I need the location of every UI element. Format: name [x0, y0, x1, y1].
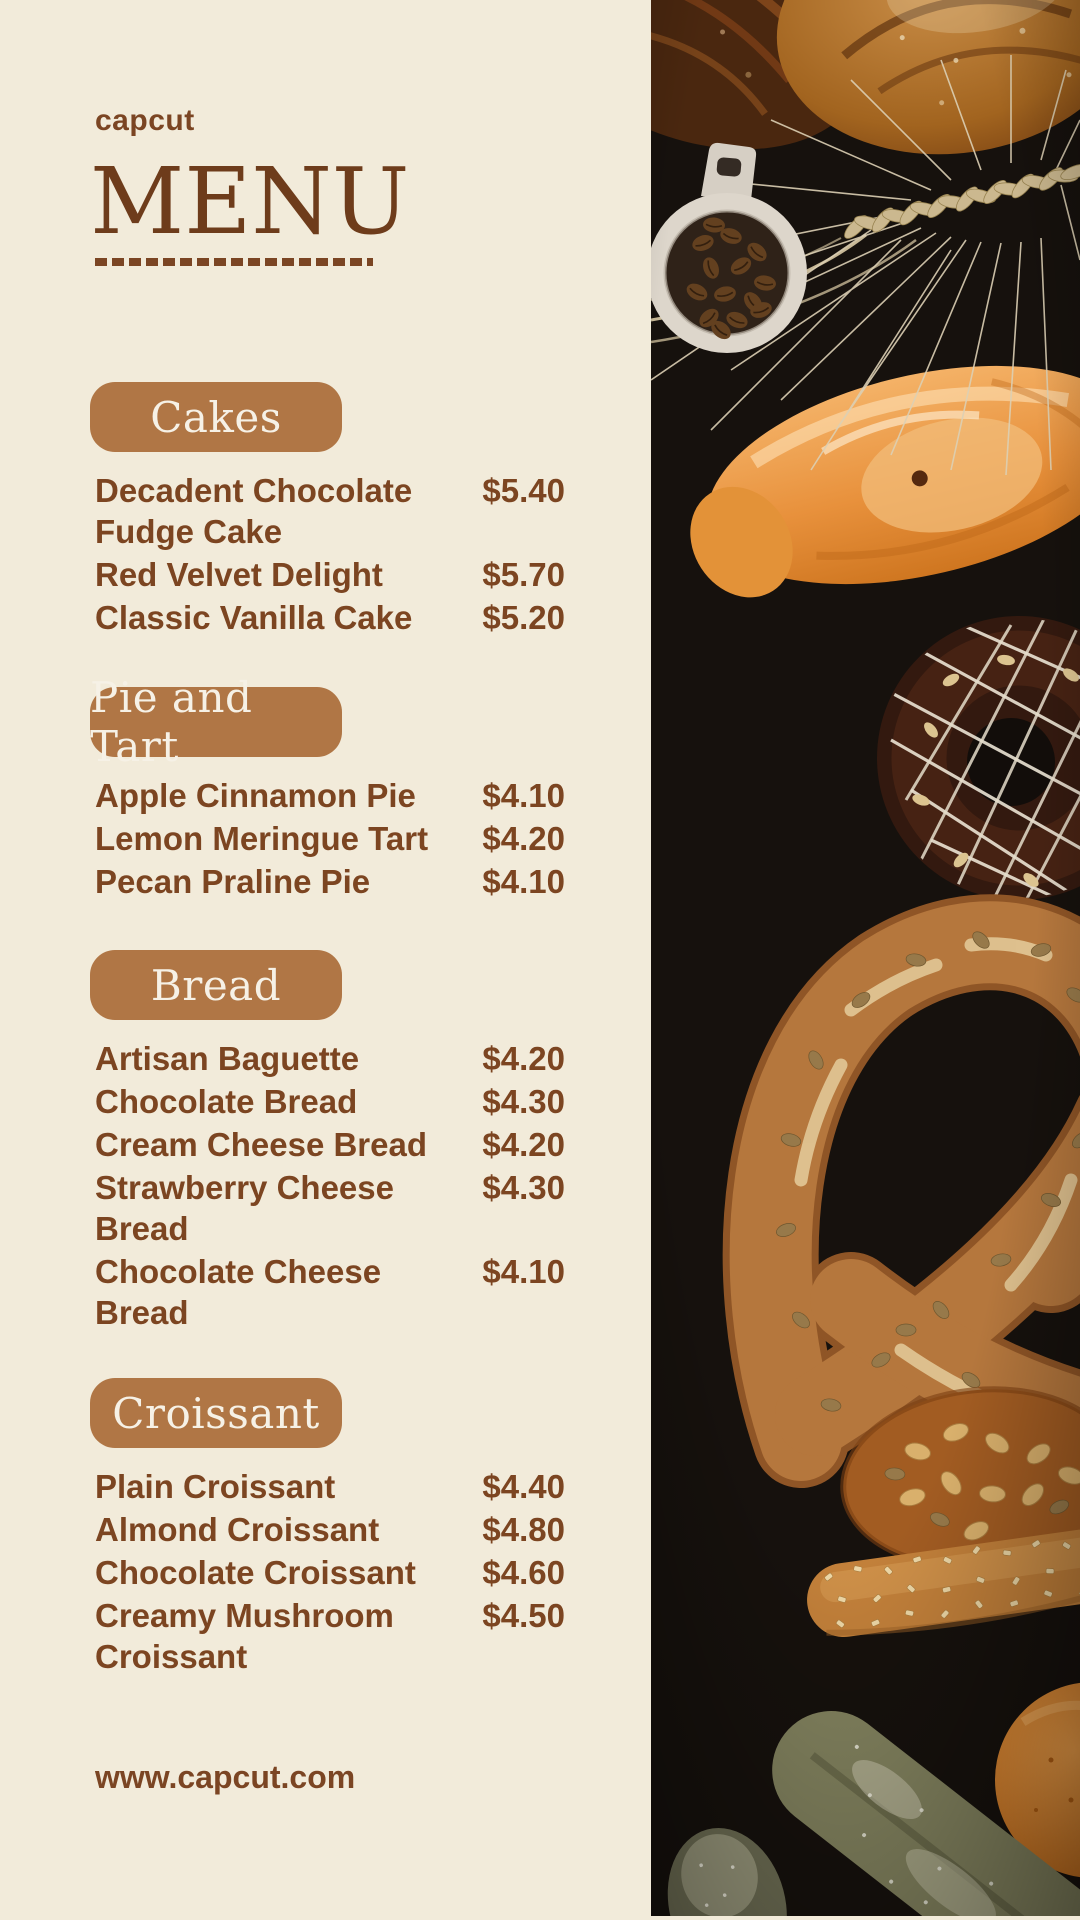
category-pill-cakes	[90, 382, 342, 452]
item-name: Red Velvet Delight	[95, 556, 383, 593]
menu-item-row	[95, 554, 565, 595]
photo-panel	[651, 0, 1080, 1916]
item-list	[95, 470, 565, 638]
item-price: $5.20	[482, 599, 565, 636]
category-pill-bread	[90, 950, 342, 1020]
section-croissant	[90, 1378, 565, 1679]
section-bread	[90, 950, 565, 1335]
item-price: $4.60	[482, 1554, 565, 1591]
menu-item-row	[95, 1509, 565, 1550]
menu-item-row	[95, 861, 565, 902]
category-pill-croissant	[90, 1378, 342, 1448]
menu-item-row	[95, 1081, 565, 1122]
brand-logo: capcut	[95, 104, 195, 137]
category-pill-pie-and-tart	[90, 673, 342, 771]
menu-item-row	[95, 1124, 565, 1165]
dashed-divider	[95, 258, 373, 266]
item-name: Decadent Chocolate Fudge Cake	[95, 472, 413, 550]
item-name: Apple Cinnamon Pie	[95, 777, 416, 814]
item-name: Classic Vanilla Cake	[95, 599, 413, 636]
item-list	[95, 1038, 565, 1333]
item-price: $4.10	[482, 777, 565, 814]
section-pie-and-tart	[90, 673, 565, 904]
item-price: $4.40	[482, 1468, 565, 1505]
item-price: $4.20	[482, 1126, 565, 1163]
menu-item-row	[95, 597, 565, 638]
item-price: $4.80	[482, 1511, 565, 1548]
item-name: Chocolate Cheese Bread	[95, 1253, 382, 1331]
item-name: Cream Cheese Bread	[95, 1126, 427, 1163]
item-list	[95, 775, 565, 902]
item-price: $4.30	[482, 1083, 565, 1120]
bakery-photo	[651, 0, 1080, 1916]
page-title: MENU	[90, 148, 410, 255]
website-text: www.capcut.com	[95, 1759, 356, 1795]
item-price: $5.70	[482, 556, 565, 593]
item-name: Lemon Meringue Tart	[95, 820, 429, 857]
item-price: $4.30	[482, 1169, 565, 1206]
menu-item-row	[95, 1595, 565, 1677]
category-label: Pie and Tart	[90, 673, 253, 771]
item-price: $4.50	[482, 1597, 565, 1634]
category-label: Bread	[150, 960, 282, 1010]
item-name: Creamy Mushroom Croissant	[95, 1597, 394, 1675]
item-name: Almond Croissant	[95, 1511, 380, 1548]
item-name: Plain Croissant	[95, 1468, 336, 1505]
item-name: Chocolate Bread	[95, 1083, 358, 1120]
item-price: $4.20	[482, 1040, 565, 1077]
menu-item-row	[95, 1251, 565, 1333]
item-name: Artisan Baguette	[95, 1040, 360, 1077]
menu-item-row	[95, 1167, 565, 1249]
menu-item-row	[95, 1552, 565, 1593]
menu-item-row	[95, 470, 565, 552]
menu-item-row	[95, 775, 565, 816]
category-label: Cakes	[150, 392, 282, 442]
item-name: Chocolate Croissant	[95, 1554, 416, 1591]
menu-item-row	[95, 818, 565, 859]
section-cakes	[90, 382, 565, 640]
menu-item-row	[95, 1038, 565, 1079]
menu-item-row	[95, 1466, 565, 1507]
item-price: $4.20	[482, 820, 565, 857]
item-price: $4.10	[482, 863, 565, 900]
item-price: $4.10	[482, 1253, 565, 1290]
item-price: $5.40	[482, 472, 565, 509]
item-name: Pecan Praline Pie	[95, 863, 371, 900]
item-name: Strawberry Cheese Bread	[95, 1169, 394, 1247]
item-list	[95, 1466, 565, 1677]
category-label: Croissant	[112, 1388, 320, 1438]
photo-vignette	[651, 0, 1080, 1916]
